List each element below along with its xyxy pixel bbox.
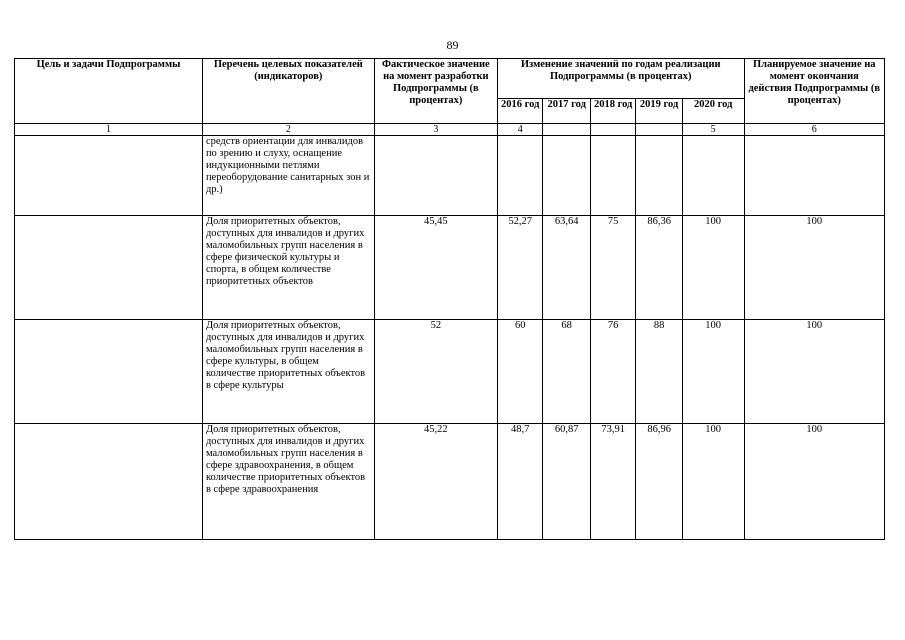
value-2016-cell: 48,7 xyxy=(497,424,542,540)
value-2017-cell xyxy=(543,136,590,216)
value-2019-cell: 86,36 xyxy=(636,216,682,320)
indicator-cell: Доля приоритетных объектов, доступных для инвалидов и других маломобильных групп населения в сфере культуры, в общем количестве приоритетных объектов в сфере культуры xyxy=(202,320,374,424)
value-2017-cell: 63,64 xyxy=(543,216,590,320)
page-number: 89 xyxy=(446,38,459,52)
actual-value-cell: 52 xyxy=(374,320,497,424)
value-2019-cell: 88 xyxy=(636,320,682,424)
value-2019-cell xyxy=(636,136,682,216)
table-row xyxy=(15,136,885,216)
value-2017-cell: 68 xyxy=(543,320,590,424)
header-row xyxy=(15,59,885,99)
value-2018-cell: 76 xyxy=(590,320,635,424)
value-2017-cell: 60,87 xyxy=(543,424,590,540)
column-number-4: 4 xyxy=(497,124,542,136)
actual-value-cell: 45,45 xyxy=(374,216,497,320)
indicator-cell: средств ориентации для инвалидов по зрению и слуху, оснащение индукционными петлями переоборудование санитарных зон и др.) xyxy=(202,136,374,216)
actual-value-cell: 45,22 xyxy=(374,424,497,540)
indicators-table xyxy=(14,58,885,540)
header-indicators: Перечень целевых показателей (индикаторов) xyxy=(202,59,374,124)
value-2016-cell: 52,27 xyxy=(497,216,542,320)
column-number-3: 3 xyxy=(374,124,497,136)
planned-value-cell: 100 xyxy=(744,216,885,320)
column-number-2: 2 xyxy=(202,124,374,136)
year-header-2019: 2019 год xyxy=(636,99,682,124)
value-2018-cell xyxy=(590,136,635,216)
planned-value-cell: 100 xyxy=(744,424,885,540)
actual-value-cell xyxy=(374,136,497,216)
column-number-5: 5 xyxy=(682,124,744,136)
value-2020-cell: 100 xyxy=(682,216,744,320)
indicator-cell: Доля приоритетных объектов, доступных для инвалидов и других маломобильных групп населения в сфере физической культуры и спорта, в общем количестве приоритетных объектов xyxy=(202,216,374,320)
value-2019-cell: 86,96 xyxy=(636,424,682,540)
table-row xyxy=(15,424,885,540)
header-planned-value: Планируемое значение на момент окончания действия Подпрограммы (в процентах) xyxy=(744,59,885,124)
indicator-cell: Доля приоритетных объектов, доступных для инвалидов и других маломобильных групп населения в сфере здравоохранения, в общем количестве приоритетных объектов в сфере здравоохранения xyxy=(202,424,374,540)
value-2018-cell: 73,91 xyxy=(590,424,635,540)
value-2020-cell: 100 xyxy=(682,320,744,424)
goal-cell xyxy=(15,320,203,424)
value-2016-cell xyxy=(497,136,542,216)
header-goal: Цель и задачи Подпрограммы xyxy=(15,59,203,124)
value-2020-cell: 100 xyxy=(682,424,744,540)
table-row xyxy=(15,320,885,424)
year-header-2016: 2016 год xyxy=(497,99,542,124)
column-number-empty xyxy=(636,124,682,136)
value-2016-cell: 60 xyxy=(497,320,542,424)
goal-cell xyxy=(15,136,203,216)
planned-value-cell xyxy=(744,136,885,216)
column-number-6: 6 xyxy=(744,124,885,136)
planned-value-cell: 100 xyxy=(744,320,885,424)
header-year-changes: Изменение значений по годам реализации Подпрограммы (в процентах) xyxy=(497,59,744,99)
goal-cell xyxy=(15,424,203,540)
year-header-2018: 2018 год xyxy=(590,99,635,124)
table-row xyxy=(15,216,885,320)
column-number-row xyxy=(15,124,885,136)
value-2020-cell xyxy=(682,136,744,216)
column-number-empty xyxy=(543,124,590,136)
column-number-1: 1 xyxy=(15,124,203,136)
goal-cell xyxy=(15,216,203,320)
year-header-2020: 2020 год xyxy=(682,99,744,124)
header-actual-value: Фактическое значение на момент разработки Подпрограммы (в процентах) xyxy=(374,59,497,124)
column-number-empty xyxy=(590,124,635,136)
year-header-2017: 2017 год xyxy=(543,99,590,124)
value-2018-cell: 75 xyxy=(590,216,635,320)
